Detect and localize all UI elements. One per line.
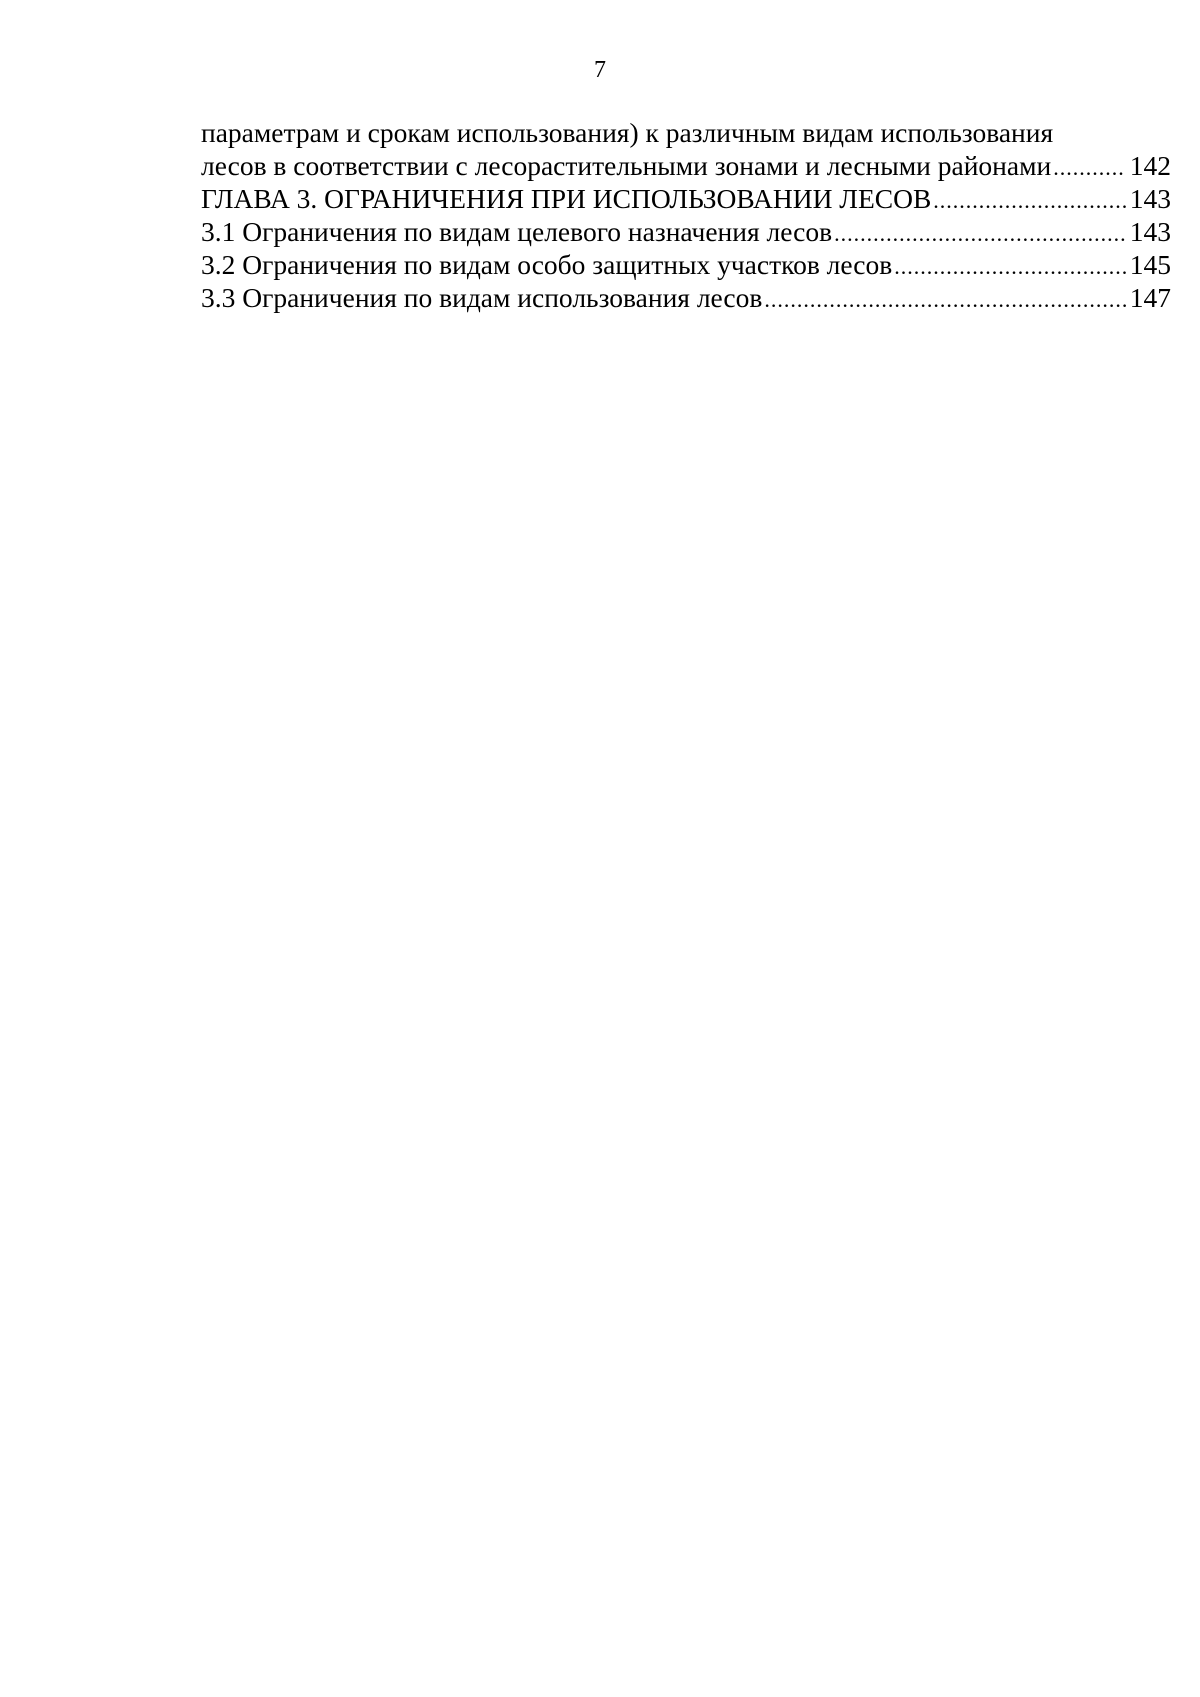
toc-dot-leader: [894, 250, 1126, 283]
toc-entry-title: лесов в соответствии с лесорастительными зонами и лесными районами: [201, 150, 1052, 181]
toc-entry: [201, 281, 1171, 314]
toc-entry: [201, 215, 1171, 248]
toc-dot-leader: [1053, 151, 1126, 184]
toc-entry-title: 3.3 Ограничения по видам использования лесов: [201, 282, 763, 313]
toc-entry: [201, 182, 1171, 215]
toc-entry-page: 147: [1129, 282, 1171, 313]
page-number: 7: [594, 57, 606, 83]
toc-entry: [201, 248, 1171, 281]
toc-entry-page: 145: [1129, 249, 1171, 280]
toc-entry-page: 143: [1129, 183, 1171, 214]
toc-entry-page: 142: [1129, 150, 1171, 181]
toc-dot-leader: [834, 217, 1126, 250]
toc-continuation-text: параметрам и срокам использования) к различным видам использования: [201, 117, 1054, 148]
toc-entry-title: ГЛАВА 3. ОГРАНИЧЕНИЯ ПРИ ИСПОЛЬЗОВАНИИ ЛЕСОВ: [201, 183, 932, 214]
toc-entry-page: 143: [1129, 216, 1171, 247]
table-of-contents: [201, 116, 1171, 314]
toc-dot-leader: [933, 184, 1125, 217]
toc-entry: [201, 149, 1171, 182]
toc-continuation-line: [201, 116, 1171, 149]
toc-entry-title: 3.1 Ограничения по видам целевого назначения лесов: [201, 216, 833, 247]
toc-dot-leader: [764, 283, 1125, 316]
toc-entry-title: 3.2 Ограничения по видам особо защитных участков лесов: [201, 249, 893, 280]
